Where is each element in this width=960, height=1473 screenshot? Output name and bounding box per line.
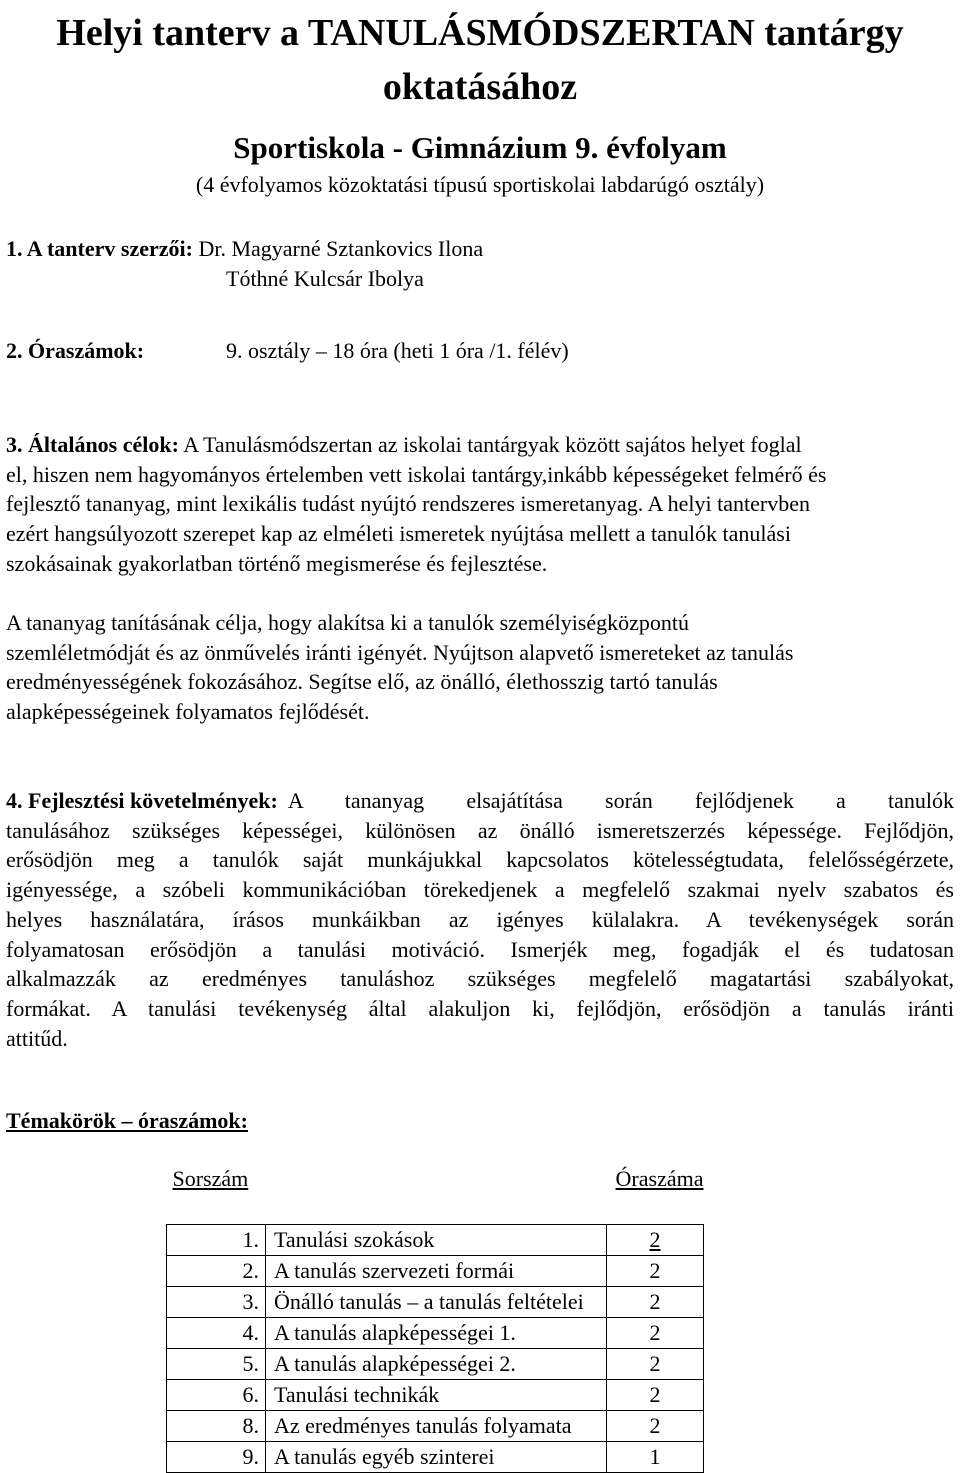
section3-paragraph-1 xyxy=(6,430,954,579)
topics-header-row xyxy=(167,1164,704,1194)
section4-text-8: attitűd. xyxy=(6,1025,68,1051)
section1-author2: Tóthné Kulcsár Ibolya xyxy=(226,266,424,291)
section3-p2-line-2: eredményességének fokozásához. Segítse elő, az önálló, élethosszig tartó tanulás xyxy=(6,669,718,695)
table-spacer xyxy=(167,1194,704,1225)
topic-name: A tanulás egyéb szinterei xyxy=(266,1442,607,1473)
section4-label: 4. Fejlesztési követelmények: xyxy=(6,788,278,813)
section3-label: 3. Általános célok: xyxy=(6,432,179,457)
section3-p2-line-1: szemléletmódját és az önművelés iránti igényét. Nyújtson alapvető ismereteket az tanulás xyxy=(6,639,794,665)
section3-paragraph-2 xyxy=(6,608,954,727)
title-line-1: Helyi tanterv a TANULÁSMÓDSZERTAN tantárgy xyxy=(56,12,904,54)
section3-p1-line-4: szokásainak gyakorlatban történő megismerése és fejlesztése. xyxy=(6,550,548,576)
col-number-header-text: Sorszám xyxy=(172,1166,249,1191)
section2-label xyxy=(6,336,144,366)
col-hours-header-text: Óraszáma xyxy=(615,1166,704,1191)
table-row xyxy=(167,1256,704,1287)
topic-hours: 2 xyxy=(607,1318,704,1349)
table-row xyxy=(167,1411,704,1442)
section4-text-6: alkalmazzák az eredményes tanuláshoz szükséges megfelelő magatartási szabályokat, xyxy=(6,966,954,992)
topic-hours: 2 xyxy=(607,1287,704,1318)
section4-text-0: A tananyag elsajátítása során fejlődjenek a tanulók xyxy=(287,788,954,813)
topic-name: A tanulás szervezeti formái xyxy=(266,1256,607,1287)
section4-text-3: igényessége, a szóbeli kommunikációban törekedjenek a megfelelő szakmai nyelv szabatos és xyxy=(6,877,954,903)
topic-number: 4. xyxy=(167,1318,266,1349)
topics-table xyxy=(166,1164,704,1473)
topic-name: Az eredményes tanulás folyamata xyxy=(266,1411,607,1442)
topic-number: 3. xyxy=(167,1287,266,1318)
table-row xyxy=(167,1225,704,1256)
col-number-header xyxy=(167,1164,607,1194)
section2-value: 9. osztály – 18 óra (heti 1 óra /1. félév) xyxy=(226,338,569,363)
topic-hours: 2 xyxy=(607,1225,704,1256)
topic-number: 2. xyxy=(167,1256,266,1287)
topic-name: A tanulás alapképességei 1. xyxy=(266,1318,607,1349)
section4-line-0 xyxy=(6,786,954,816)
section3-p1-line-2: fejlesztő tananyag, mint lexikális tudást nyújtó rendszeres ismeretanyag. A helyi tantervben xyxy=(6,491,810,517)
section4-text-4: helyes használatára, írásos munkáikban az igényes külalakra. A tevékenységek során xyxy=(6,906,954,932)
topic-hours: 2 xyxy=(607,1256,704,1287)
topic-hours: 2 xyxy=(607,1411,704,1442)
section4-text-2: erősödjön meg a tanulók saját munkájukkal kapcsolatos kötelességtudata, felelősségérzete, xyxy=(6,847,954,873)
document-title xyxy=(0,6,960,114)
topic-number: 1. xyxy=(167,1225,266,1256)
topic-number: 6. xyxy=(167,1380,266,1411)
section4-text-1: tanulásához szükséges képességei, különösen az önálló ismeretszerzés képessége. Fejlődjön, xyxy=(6,817,954,843)
section3-p1-line-3: ezért hangsúlyozott szerepet kap az elméleti ismeretek nyújtása mellett a tanulók tanulási xyxy=(6,521,791,547)
topic-number: 8. xyxy=(167,1411,266,1442)
topics-heading xyxy=(6,1106,248,1136)
topics-body xyxy=(167,1225,704,1473)
topic-hours: 1 xyxy=(607,1442,704,1473)
topic-name: Tanulási technikák xyxy=(266,1380,607,1411)
topic-name: A tanulás alapképességei 2. xyxy=(266,1349,607,1380)
section3-p1-line-1: el, hiszen nem hagyományos értelemben vett iskolai tantárgy,inkább képességeket felmérő és xyxy=(6,461,827,487)
topic-hours: 2 xyxy=(607,1349,704,1380)
table-row xyxy=(167,1318,704,1349)
section4-paragraph xyxy=(6,786,954,1053)
section3-line-1 xyxy=(6,430,954,460)
section3-p1-line-0: A Tanulásmódszertan az iskolai tantárgyak között sajátos helyet foglal xyxy=(183,432,802,457)
table-row xyxy=(167,1287,704,1318)
document-subtitle: Sportiskola - Gimnázium 9. évfolyam xyxy=(233,130,727,165)
topic-number: 5. xyxy=(167,1349,266,1380)
section2-label-text: 2. Óraszámok: xyxy=(6,338,145,363)
topic-name: Tanulási szokások xyxy=(266,1225,607,1256)
topic-number: 9. xyxy=(167,1442,266,1473)
document-subnote: (4 évfolyamos közoktatási típusú sportiskolai labdarúgó osztály) xyxy=(195,172,765,197)
section3-p2-line-0: A tananyag tanításának célja, hogy alakítsa ki a tanulók személyiségközpontú xyxy=(6,610,690,635)
table-row xyxy=(167,1380,704,1411)
section4-text-7: formákat. A tanulási tevékenység által alakuljon ki, fejlődjön, erősödjön a tanulás iránti xyxy=(6,995,954,1021)
section3-p2-line-3: alapképességeinek folyamatos fejlődését. xyxy=(6,699,370,725)
section1-author1: Dr. Magyarné Sztankovics Ilona xyxy=(198,236,484,261)
topic-name: Önálló tanulás – a tanulás feltételei xyxy=(266,1287,607,1318)
section1-row xyxy=(6,234,483,264)
section4-text-5: folyamatosan erősödjön a tanulási motiváció. Ismerjék meg, fogadják el és tudatosan xyxy=(6,936,954,962)
section1-label: 1. A tanterv szerzői: xyxy=(6,236,193,261)
col-hours-header xyxy=(607,1164,704,1194)
title-line-2: oktatásához xyxy=(382,66,578,108)
topic-hours: 2 xyxy=(607,1380,704,1411)
table-row xyxy=(167,1349,704,1380)
topics-heading-text: Témakörök – óraszámok: xyxy=(6,1108,248,1133)
